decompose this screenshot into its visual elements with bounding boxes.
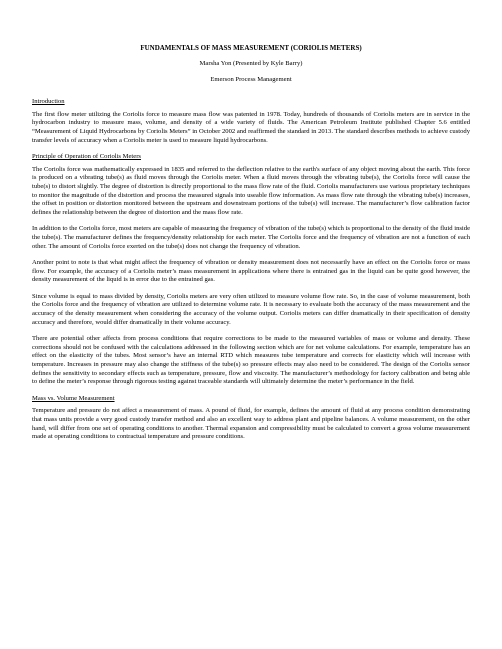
- section-introduction: [32, 98, 470, 145]
- section-principle: [32, 153, 470, 387]
- paragraph: There are potential other affects from process conditions that require corrections to be made to the measured variables of mass or volume and density. These corrections should not be confused with the calculations addressed in the following section which are for net volume calculations. For example, temperature has an effect on the elasticity of the tubes. Most sensor’s have an internal RTD which measures tube temperature and corrects for elasticity which will increase with temperature. Increases in pressure may also change the stiffness of the tube(s) so pressure effects may also need to be considered. The design of the Coriolis sensor defines the sensitivity to secondary effects such as temperature, pressure, flow and viscosity. The manufacturer’s methodology for factory calibration and being able to define the meter’s response through rigorous testing against traceable standards will ultimately determine the meter’s performance in the field.: [32, 335, 470, 386]
- paragraph: The first flow meter utilizing the Coriolis force to measure mass flow was patented in 1978. Today, hundreds of thousands of Coriolis meters are in service in the hydrocarbon industry to measure mass, volume, and density of a wide variety of fluids. The American Petroleum Institute published Chapter 5.6 entitled “Measurement of Liquid Hydrocarbons by Coriolis Meters” in October 2002 and reaffirmed the standard in 2013. The standard describes methods to achieve custody transfer levels of accuracy when a Coriolis meter is used to measure liquid hydrocarbons.: [32, 110, 470, 144]
- paragraph: Another point to note is that what might affect the frequency of vibration or density measurement does not necessarily have an effect on the Coriolis force or mass flow. For example, the accuracy of a Coriolis meter’s mass measurement in applications where there is entrained gas in the liquid can be quite good however, the density measurement of the liquid is in error due to the entrained gas.: [32, 259, 470, 284]
- paragraph: Temperature and pressure do not affect a measurement of mass. A pound of fluid, for example, defines the amount of fluid at any process condition demonstrating that mass units provide a very good custody transfer method and also an excellent way to address plant and pipeline balances. A volume measurement, on the other hand, will differ from one set of operating conditions to another. Thermal expansion and compressibility must be calculated to convert a gross volume measurement made at operating conditions to contractual temperature and pressure conditions.: [32, 407, 470, 441]
- document-byline: Marsha Yon (Presented by Kyle Barry): [199, 60, 303, 67]
- section-heading-mass-vs-volume: Mass vs. Volume Measurement: [32, 394, 115, 402]
- paragraph: In addition to the Coriolis force, most meters are capable of measuring the frequency of vibration of the tube(s) which is proportional to the density of the fluid inside the tube(s). The manufacturer defines the frequency/density relationship for each meter. The Coriolis force and the frequency of vibration are not a function of each other. The amount of Coriolis force exerted on the tube(s) does not change the frequency of vibration.: [32, 225, 470, 250]
- document-affiliation: Emerson Process Management: [210, 75, 292, 83]
- section-mass-vs-volume: [32, 395, 470, 442]
- section-heading-principle: Principle of Operation of Coriolis Meters: [32, 153, 141, 161]
- paragraph: The Coriolis force was mathematically expressed in 1835 and referred to the deflection relative to the earth's surface of any object moving about the earth. This force is produced on a vibrating tube(s) as fluid moves through the Coriolis meter. When a fluid moves through the vibrating tube(s), the Coriolis force will cause the tube(s) to distort slightly. The degree of distortion is directly proportional to the mass flow rate of the fluid. Coriolis manufacturers use various proprietary techniques to monitor the magnitude of the distortion and process the measured signals into useable flow information. As mass flow rate through the vibrating tube(s) increases, the offset in position or distortion monitored between the upstream and downstream portions of the tube(s) will increase. The manufacturer’s flow calibration factor defines the relationship between the degree of distortion and the mass flow rate.: [32, 165, 470, 216]
- paragraph: Since volume is equal to mass divided by density, Coriolis meters are very often utilized to measure volume flow rate. So, in the case of volume measurement, both the Coriolis force and the frequency of vibration are utilized to determine volume rate. It is necessary to evaluate both the accuracy of the mass measurement and the accuracy of the density measurement when considering the accuracy of the volume output. Coriolis meters can differ dramatically in their specification of density accuracy and therefore, would differ dramatically in their volume accuracy.: [32, 292, 470, 326]
- section-heading-introduction: Introduction: [32, 98, 65, 106]
- document-title: FUNDAMENTALS OF MASS MEASUREMENT (CORIOLIS METERS): [140, 44, 362, 52]
